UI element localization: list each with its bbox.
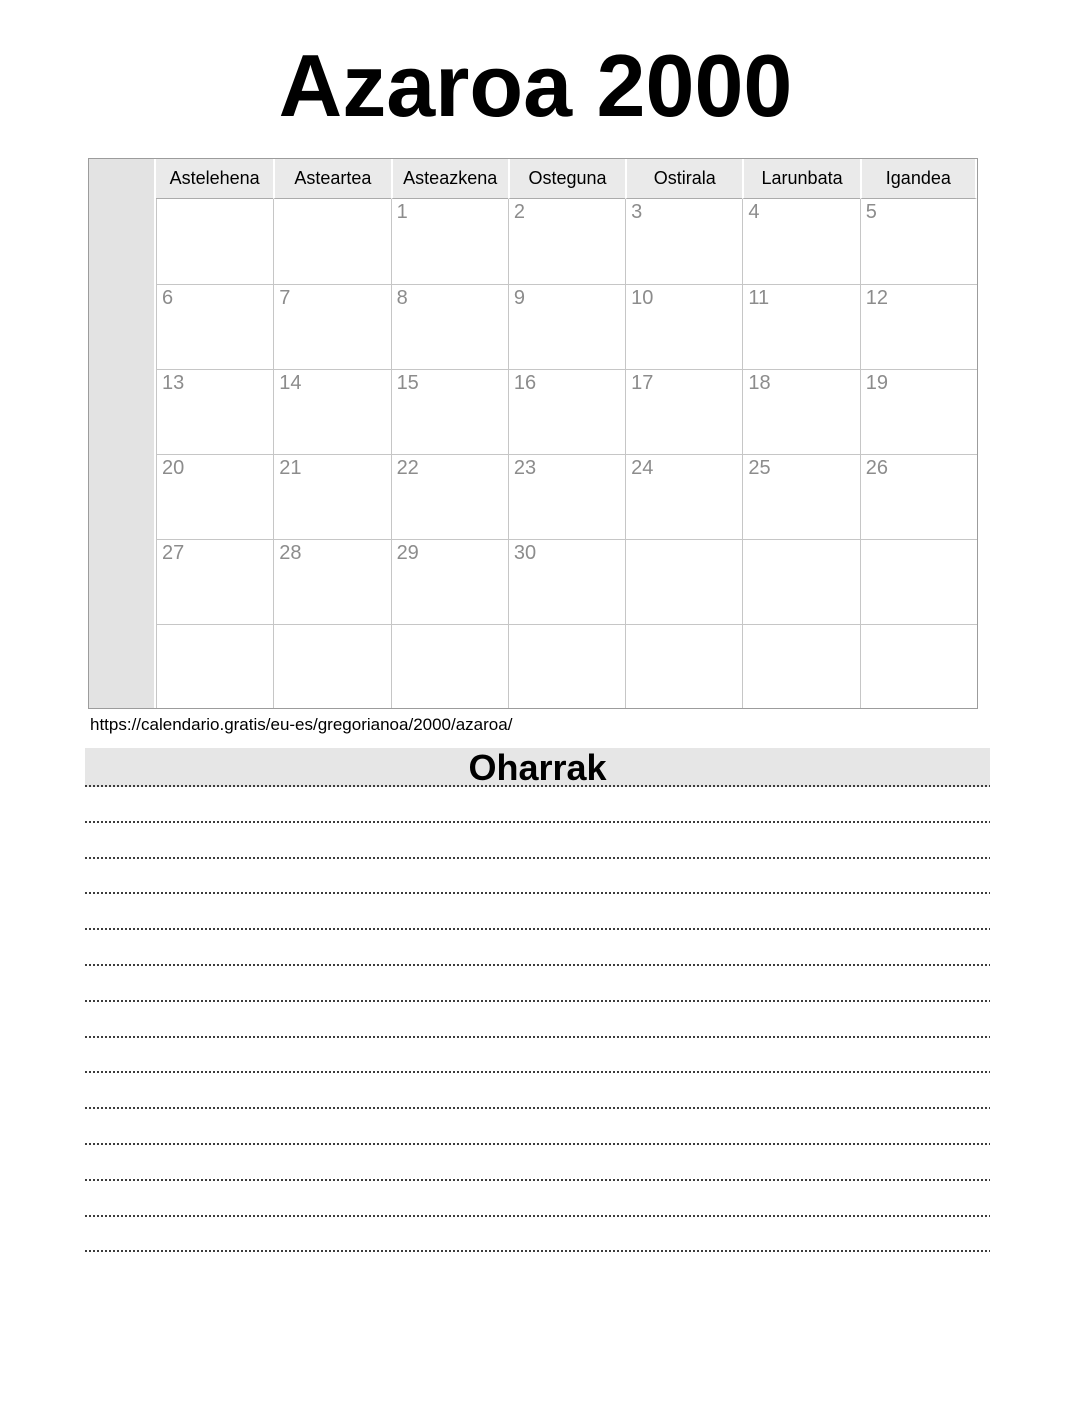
note-line [85, 894, 990, 930]
weekday-header: Larunbata [742, 159, 859, 199]
note-line [85, 1217, 990, 1253]
calendar-day-cell: 3 [625, 199, 742, 284]
calendar-empty-cell [742, 624, 859, 708]
calendar-day-cell: 18 [742, 369, 859, 454]
weekday-header: Ostirala [625, 159, 742, 199]
note-line [85, 1109, 990, 1145]
source-url: https://calendario.gratis/eu-es/gregorianoa/2000/azaroa/ [90, 715, 513, 734]
calendar-day-cell: 23 [508, 454, 625, 539]
calendar-day-cell: 10 [625, 284, 742, 369]
calendar-day-cell: 6 [156, 284, 273, 369]
weekday-header: Asteazkena [391, 159, 508, 199]
calendar-day-cell: 19 [860, 369, 977, 454]
calendar-day-cell: 9 [508, 284, 625, 369]
calendar-empty-cell [156, 199, 273, 284]
calendar-empty-cell [625, 539, 742, 624]
calendar-day-cell: 21 [273, 454, 390, 539]
calendar-empty-cell [625, 624, 742, 708]
note-line [85, 1073, 990, 1109]
calendar-empty-cell [742, 539, 859, 624]
note-line [85, 930, 990, 966]
note-line [85, 823, 990, 859]
week-margin-column [89, 159, 156, 708]
weekday-header: Igandea [860, 159, 977, 199]
calendar-day-cell: 27 [156, 539, 273, 624]
calendar-day-cell: 24 [625, 454, 742, 539]
calendar-empty-cell [860, 539, 977, 624]
calendar-day-cell: 28 [273, 539, 390, 624]
calendar-empty-cell [273, 624, 390, 708]
notes-lines [85, 787, 990, 1252]
note-line [85, 1038, 990, 1074]
weekday-header: Osteguna [508, 159, 625, 199]
notes-section [85, 748, 990, 1252]
page-title: Azaroa 2000 [278, 36, 793, 135]
calendar-day-cell: 29 [391, 539, 508, 624]
note-line [85, 787, 990, 823]
calendar-day-cell: 2 [508, 199, 625, 284]
calendar-day-cell: 11 [742, 284, 859, 369]
calendar-empty-cell [391, 624, 508, 708]
calendar-day-cell: 17 [625, 369, 742, 454]
calendar-day-cell: 5 [860, 199, 977, 284]
calendar-day-cell: 7 [273, 284, 390, 369]
calendar-day-cell: 14 [273, 369, 390, 454]
calendar-day-cell: 30 [508, 539, 625, 624]
note-line [85, 859, 990, 895]
calendar-empty-cell [273, 199, 390, 284]
note-line [85, 1002, 990, 1038]
calendar-day-cell: 25 [742, 454, 859, 539]
calendar-day-cell: 16 [508, 369, 625, 454]
note-line [85, 1145, 990, 1181]
calendar-empty-cell [860, 624, 977, 708]
calendar-day-cell: 20 [156, 454, 273, 539]
calendar-grid [88, 158, 978, 709]
calendar-day-cell: 15 [391, 369, 508, 454]
calendar-empty-cell [156, 624, 273, 708]
weekday-header: Astelehena [156, 159, 273, 199]
notes-heading-band [85, 748, 990, 787]
calendar-day-cell: 1 [391, 199, 508, 284]
calendar-page [0, 36, 1071, 1252]
calendar-day-cell: 8 [391, 284, 508, 369]
calendar-day-cell: 13 [156, 369, 273, 454]
calendar-day-cell: 26 [860, 454, 977, 539]
calendar-day-cell: 22 [391, 454, 508, 539]
calendar-day-cell: 12 [860, 284, 977, 369]
calendar-empty-cell [508, 624, 625, 708]
note-line [85, 1181, 990, 1217]
notes-heading: Oharrak [468, 746, 607, 788]
calendar-table [88, 158, 978, 709]
calendar-day-cell: 4 [742, 199, 859, 284]
weekday-header: Asteartea [273, 159, 390, 199]
note-line [85, 966, 990, 1002]
